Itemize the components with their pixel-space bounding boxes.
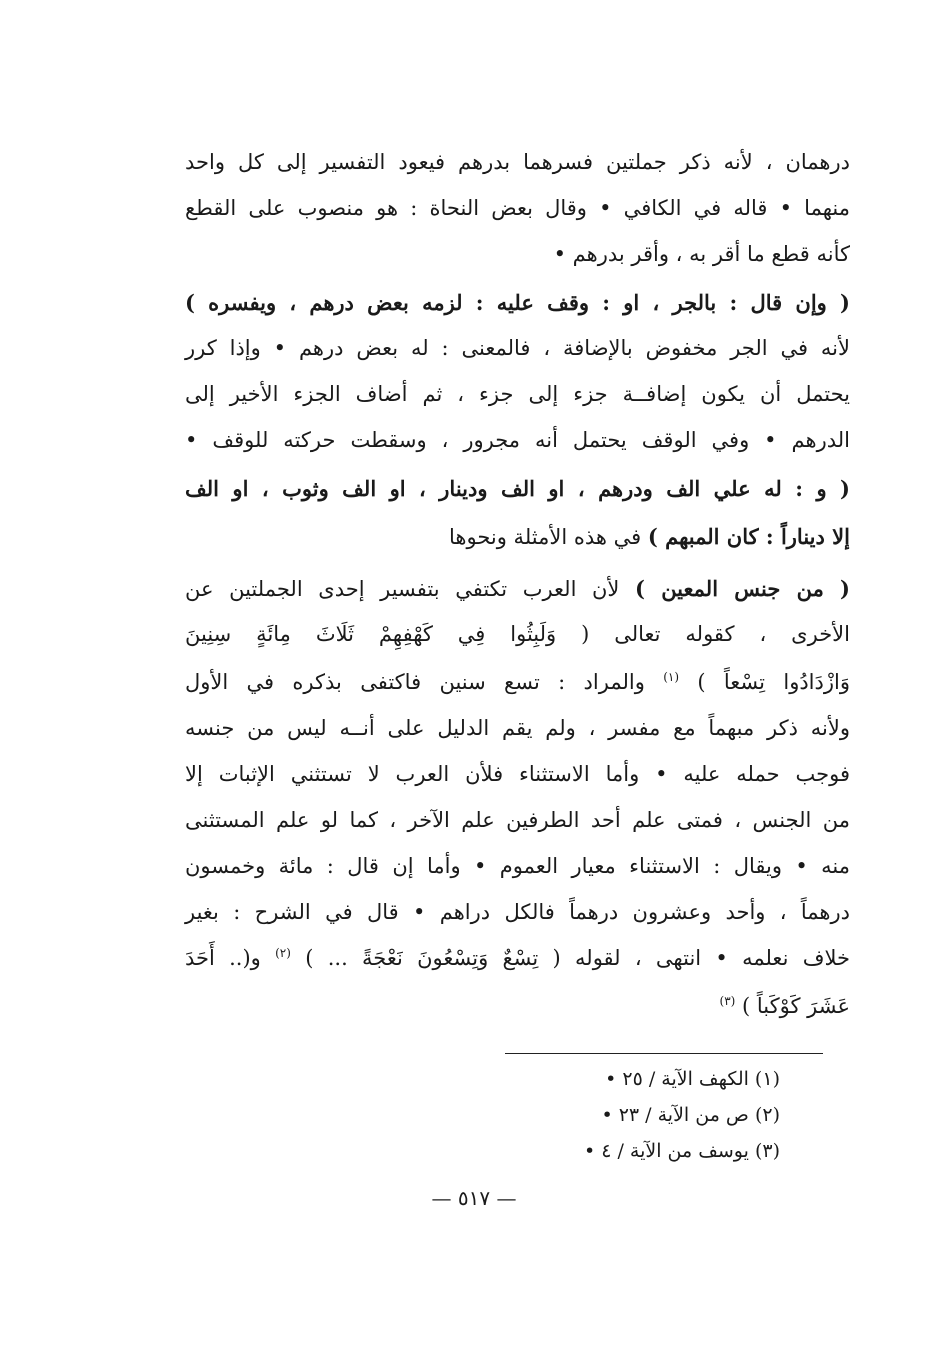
text-line-16: منه • ويقال : الاستثناء معيار العموم • وأما إن قال : مائة وخمسون xyxy=(185,854,850,878)
footnote-2: (٢) ص من الآية / ٢٣ • xyxy=(601,1104,780,1126)
text-line-12 xyxy=(185,670,850,694)
text-line-19 xyxy=(185,994,850,1018)
quran-verse: و(.. أَحَدَ xyxy=(185,946,261,970)
text-line-14: فوجب حمله عليه • وأما الاستثناء فلأن العرب لا تستثني الإثبات إلا xyxy=(185,762,850,786)
text-line-10 xyxy=(185,576,850,601)
quran-verse: وَازْدَادُوا تِسْعاً ) xyxy=(697,670,850,694)
text-line-13: ولأنه ذكر مبهماً مع مفسر ، ولم يقم الدليل على أنــه ليس من جنسه xyxy=(185,716,850,740)
text-line-6: يحتمل أن يكون إضافــة جزء إلى جزء ، ثم أضاف الجزء الأخير إلى xyxy=(185,382,850,406)
text-line-1: درهمان ، لأنه ذكر جملتين فسرهما بدرهم فيعود التفسير إلى كل واحد xyxy=(185,150,850,174)
text-line-11 xyxy=(185,622,850,646)
quran-verse: ( وَلَبِثُوا فِي كَهْفِهِمْ ثَلَاثَ مِائَةٍ سِنِينَ xyxy=(185,622,590,646)
text-line-5: لأنه في الجر مخفوض بالإضافة ، فالمعنى : له بعض درهم • وإذا كرر xyxy=(185,336,850,360)
sharh-segment: لأن العرب تكتفي بتفسير إحدى الجملتين عن xyxy=(185,577,620,601)
text-line-4: ( وإن قال : بالجر ، او : وقف عليه : لزمه بعض درهم ، ويفسره ) xyxy=(185,290,850,315)
sharh-segment: الأخرى ، كقوله تعالى xyxy=(614,622,850,646)
text-line-8: ( و : له علي الف ودرهم ، او الف ودينار ، او الف وثوب ، او الف xyxy=(185,476,850,501)
quran-verse: عَشَرَ كَوْكَباً ) xyxy=(742,994,850,1018)
text-line-2: منهما • قاله في الكافي • وقال بعض النحاة : هو منصوب على القطع xyxy=(185,196,850,220)
text-line-7: الدرهم • وفي الوقف يحتمل أنه مجرور ، وسقطت حركته للوقف • xyxy=(185,428,850,452)
matn-segment: ( من جنس المعين ) xyxy=(635,576,850,601)
matn-segment: إلا ديناراً : كان المبهم ) xyxy=(647,524,850,549)
text-line-18 xyxy=(185,946,850,970)
sharh-segment: والمراد : تسع سنين فاكتفى بذكره في الأول xyxy=(185,670,645,694)
page-number: — ٥١٧ — xyxy=(431,1186,517,1210)
sharh-segment: في هذه الأمثلة ونحوها xyxy=(449,525,642,549)
quran-verse: ( تِسْعٌ وَتِسْعُونَ نَعْجَةً ... ) xyxy=(305,946,561,970)
text-line-17: درهماً ، وأحد وعشرون درهماً فالكل دراهم • قال في الشرح : بغير xyxy=(185,900,850,924)
footnote-ref: (١) xyxy=(663,670,680,684)
text-line-9 xyxy=(185,524,850,549)
footnote-ref: (٣) xyxy=(719,994,736,1008)
text-line-3: كأنه قطع ما أقر به ، وأقر بدرهم • xyxy=(553,242,850,266)
footnote-3: (٣) يوسف من الآية / ٤ • xyxy=(583,1140,780,1162)
footnote-ref: (٢) xyxy=(275,946,291,960)
text-line-15: من الجنس ، فمتى علم أحد الطرفين علم الآخر ، كما لو علم المستثنى xyxy=(185,808,850,832)
sharh-segment: خلاف نعلمه • انتهى ، لقوله xyxy=(575,946,850,970)
footnote-1: (١) الكهف الآية / ٢٥ • xyxy=(605,1068,780,1090)
footnote-divider xyxy=(505,1053,823,1054)
